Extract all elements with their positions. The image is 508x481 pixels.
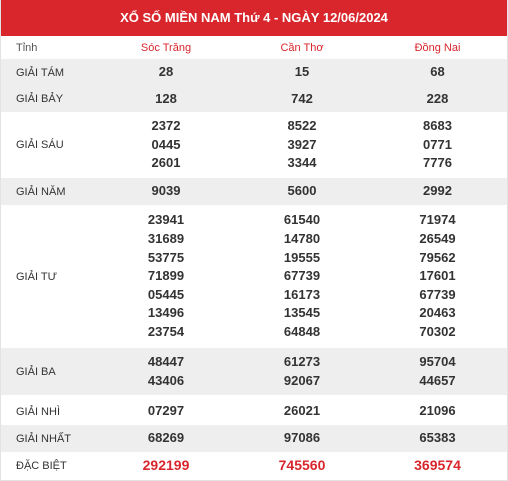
prize-row-giai-nam xyxy=(1,178,507,205)
prize-numbers xyxy=(368,452,507,479)
prize-number: 26549 xyxy=(419,231,456,247)
prize-number: 3344 xyxy=(287,155,317,171)
prize-row-dac-biet xyxy=(1,452,507,479)
prize-number: 17601 xyxy=(419,268,456,284)
prize-numbers xyxy=(236,348,368,395)
prize-number: 64848 xyxy=(283,323,321,339)
prize-number: 13496 xyxy=(147,305,185,321)
special-prize-number: 369574 xyxy=(414,457,461,474)
prize-label: GIẢI TƯ xyxy=(16,270,57,283)
prize-number: 05445 xyxy=(147,286,185,302)
prize-number: 65383 xyxy=(419,430,456,446)
prize-row-giai-tam xyxy=(1,59,507,86)
prize-label: GIẢI SÁU xyxy=(16,139,64,151)
prize-number: 15 xyxy=(294,64,310,80)
prize-number: 9039 xyxy=(151,183,181,199)
prize-number: 53775 xyxy=(147,249,185,265)
prize-number: 95704 xyxy=(419,353,456,369)
province-dong-nai[interactable]: Đồng Nai xyxy=(414,41,461,54)
prize-number: 23754 xyxy=(147,323,185,339)
prize-number: 92067 xyxy=(283,372,321,388)
prize-numbers xyxy=(236,178,368,205)
prize-number: 44657 xyxy=(419,372,456,388)
prize-number: 13545 xyxy=(283,305,321,321)
prize-number: 228 xyxy=(426,90,449,106)
prize-number: 742 xyxy=(291,90,313,106)
prize-row-giai-nhi xyxy=(1,398,507,425)
prize-number: 16173 xyxy=(283,286,321,302)
prize-number: 3927 xyxy=(287,136,317,152)
prize-number: 5600 xyxy=(287,183,317,199)
results-table xyxy=(1,36,507,479)
prize-row-giai-sau xyxy=(1,112,507,178)
prize-numbers xyxy=(236,59,368,86)
prize-numbers xyxy=(96,425,236,452)
prize-numbers xyxy=(236,205,368,348)
results-title: XỔ SỐ MIỀN NAM Thứ 4 - NGÀY 12/06/2024 xyxy=(1,0,507,36)
prize-number: 67739 xyxy=(283,268,321,284)
prize-number: 26021 xyxy=(283,403,321,419)
prize-number: 8522 xyxy=(287,118,317,134)
prize-number: 07297 xyxy=(147,403,185,419)
prize-row-giai-nhat xyxy=(1,425,507,452)
prize-number: 0445 xyxy=(151,136,181,152)
prize-numbers xyxy=(368,86,507,112)
prize-number: 71899 xyxy=(147,268,185,284)
prize-numbers xyxy=(368,112,507,178)
prize-number: 20463 xyxy=(419,305,456,321)
prize-numbers xyxy=(96,348,236,395)
prize-number: 31689 xyxy=(147,231,185,247)
prize-number: 2992 xyxy=(423,183,452,199)
prize-numbers xyxy=(236,398,368,425)
special-prize-number: 292199 xyxy=(142,457,190,474)
prize-number: 79562 xyxy=(419,249,456,265)
prize-number: 68 xyxy=(430,64,445,80)
prize-numbers xyxy=(96,112,236,178)
prize-numbers xyxy=(368,178,507,205)
prize-number: 67739 xyxy=(419,286,456,302)
prize-number: 68269 xyxy=(147,430,185,446)
prize-label: GIẢI NHÌ xyxy=(16,405,61,418)
prize-numbers xyxy=(96,178,236,205)
prize-label: ĐẶC BIỆT xyxy=(16,459,67,472)
prize-label: GIẢI NĂM xyxy=(1,178,96,205)
prize-row-giai-bay xyxy=(1,86,507,112)
prize-numbers xyxy=(236,452,368,479)
province-can-tho[interactable]: Cần Thơ xyxy=(280,41,324,54)
prize-label: GIẢI TÁM xyxy=(1,59,96,86)
prize-numbers xyxy=(96,205,236,348)
prize-numbers xyxy=(368,59,507,86)
prize-numbers xyxy=(368,425,507,452)
prize-number: 2601 xyxy=(151,155,181,171)
prize-numbers xyxy=(96,398,236,425)
prize-number: 2372 xyxy=(151,118,181,134)
table-header-row xyxy=(1,36,507,59)
prize-row-giai-ba xyxy=(1,348,507,395)
province-soc-trang[interactable]: Sóc Trăng xyxy=(140,41,192,54)
prize-label: GIẢI NHẤT xyxy=(1,425,96,452)
prize-number: 61540 xyxy=(283,212,321,228)
prize-number: 28 xyxy=(158,64,174,80)
prize-numbers xyxy=(236,86,368,112)
prize-number: 43406 xyxy=(147,372,185,388)
prize-numbers xyxy=(236,112,368,178)
prize-number: 0771 xyxy=(423,136,452,152)
prize-number: 48447 xyxy=(147,353,185,369)
prize-numbers xyxy=(96,59,236,86)
prize-label: GIẢI BẢY xyxy=(1,86,96,112)
prize-number: 23941 xyxy=(147,212,185,228)
prize-numbers xyxy=(368,348,507,395)
prize-numbers xyxy=(236,425,368,452)
prize-numbers xyxy=(96,86,236,112)
prize-number: 21096 xyxy=(419,403,456,419)
prize-numbers xyxy=(368,398,507,425)
special-prize-number: 745560 xyxy=(278,457,326,474)
prize-number: 14780 xyxy=(283,231,321,247)
prize-number: 71974 xyxy=(419,212,456,228)
header-label: Tỉnh xyxy=(16,41,38,54)
prize-number: 19555 xyxy=(283,249,321,265)
prize-number: 128 xyxy=(155,90,177,106)
prize-number: 7776 xyxy=(423,155,452,171)
prize-number: 70302 xyxy=(419,323,456,339)
prize-number: 97086 xyxy=(283,430,321,446)
prize-row-giai-tu xyxy=(1,205,507,348)
prize-number: 8683 xyxy=(423,118,452,134)
prize-numbers xyxy=(368,205,507,348)
prize-label: GIẢI BA xyxy=(1,348,96,395)
prize-numbers xyxy=(96,452,236,479)
prize-number: 61273 xyxy=(283,353,321,369)
